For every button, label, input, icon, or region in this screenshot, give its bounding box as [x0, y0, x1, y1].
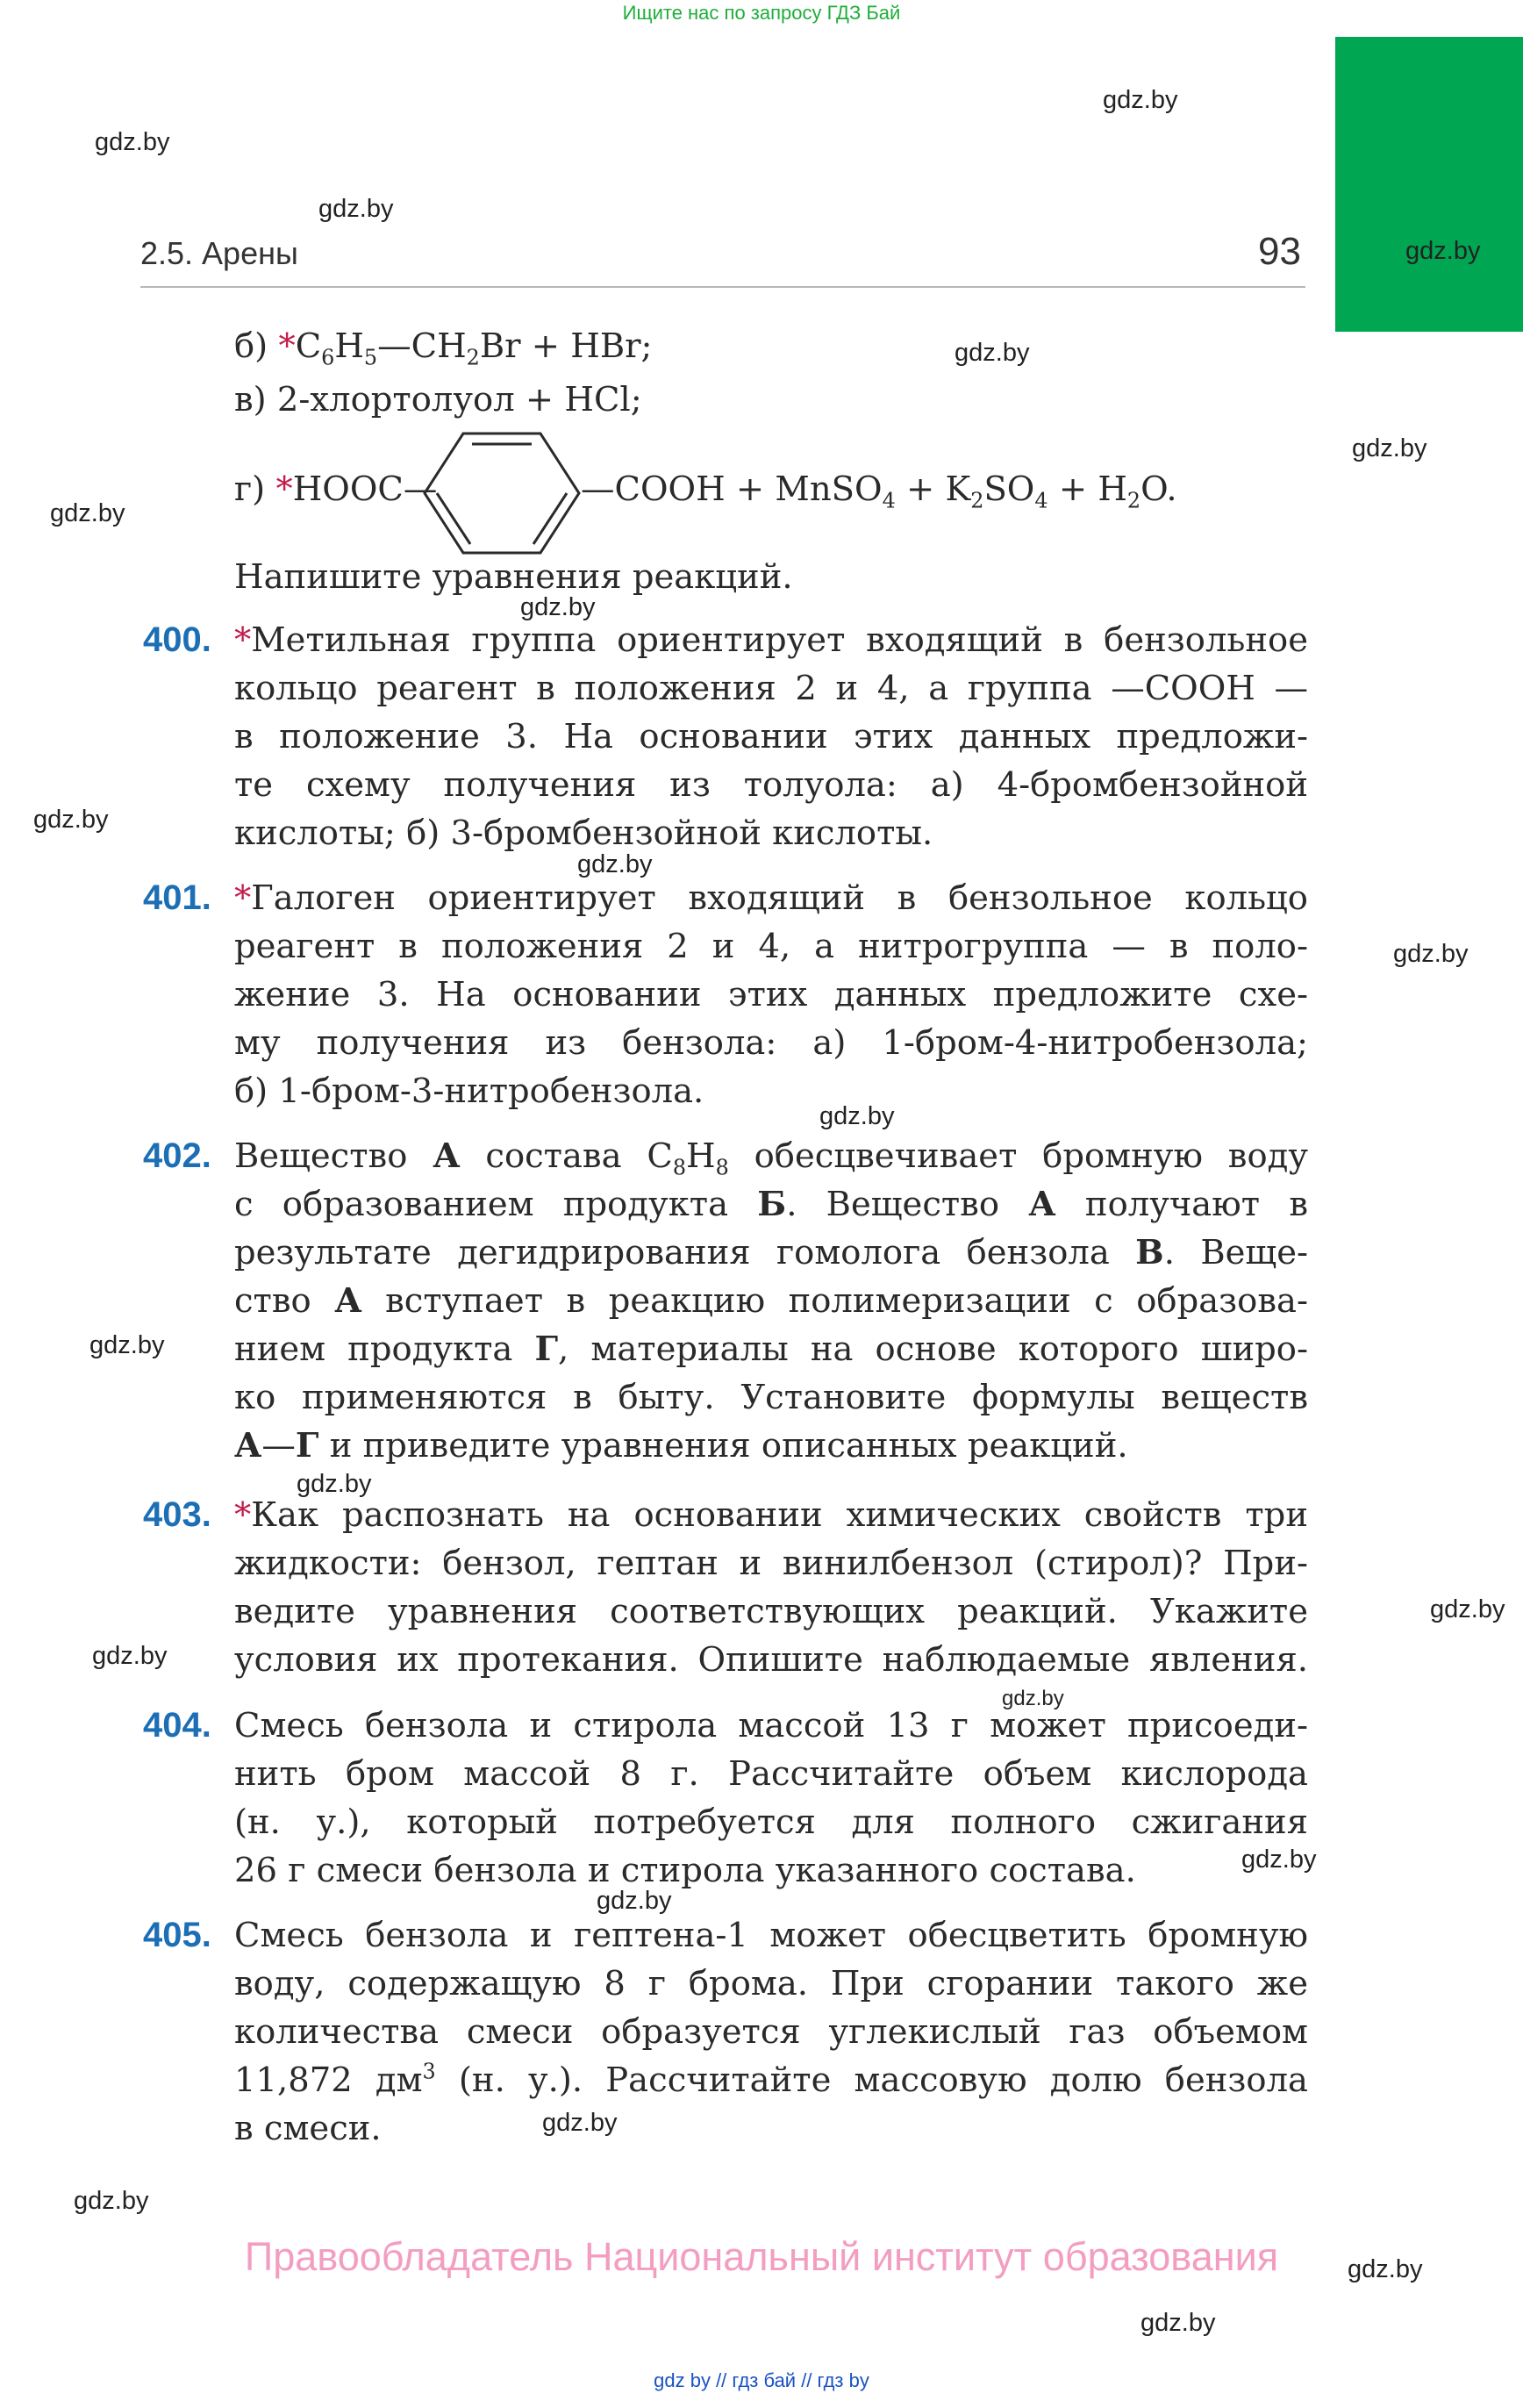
- problem-402-line: нием продукта Г, материалы на основе которого широ-: [234, 1329, 1308, 1369]
- problem-401-line: *Галоген ориентирует входящий в бензольное кольцо: [234, 878, 1308, 918]
- problem-number: 405.: [143, 1916, 211, 1954]
- problem-402-line: Вещество А состава $C_8H_8$ обесцвечивает бромную воду: [234, 1136, 1308, 1180]
- problem-405-line: 11,872 $дм^3$ (н. у.). Рассчитайте массовую долю бензола: [234, 2059, 1308, 2100]
- problem-400-line: *Метильная группа ориентирует входящий в бензольное: [234, 620, 1308, 660]
- problem-number: 402.: [143, 1136, 211, 1175]
- watermark: gdz.by: [577, 850, 653, 878]
- problem-402-line: с образованием продукта Б. Вещество А получают в: [234, 1185, 1308, 1224]
- problem-400-line: кислоты; б) 3-бромбензойной кислоты.: [234, 813, 933, 853]
- watermark: gdz.by: [297, 1470, 372, 1498]
- problem-401-line: жение 3. На основании этих данных предложите схе-: [234, 975, 1308, 1014]
- problem-402-line: результате дегидрирования гомолога бензола В. Веще-: [234, 1233, 1308, 1272]
- problem-403-line: ведите уравнения соответствующих реакций. Укажите: [234, 1592, 1308, 1631]
- problem-405-line: в смеси.: [234, 2109, 382, 2148]
- problem-402-line: А—Г и приведите уравнения описанных реакций.: [234, 1426, 1128, 1466]
- problem-400-line: в положение 3. На основании этих данных предложи-: [234, 717, 1308, 756]
- problem-403-line: условия их протекания. Опишите наблюдаемые явления.: [234, 1640, 1308, 1680]
- header-rule: [140, 286, 1305, 288]
- instruction-text: Напишите уравнения реакций.: [234, 557, 793, 597]
- watermark: gdz.by: [1140, 2309, 1216, 2337]
- problem-404-line: (н. у.), который потребуется для полного сжигания: [234, 1802, 1308, 1842]
- problem-401-line: му получения из бензола: а) 1-бром-4-нитробензола;: [234, 1023, 1308, 1063]
- top-banner: Ищите нас по запросу ГДЗ Бай: [622, 2, 901, 24]
- problem-400-line: те схему получения из толуола: а) 4-бромбензойной: [234, 765, 1308, 805]
- footer-links[interactable]: gdz by // гдз бай // гдз by: [654, 2369, 869, 2391]
- watermark: gdz.by: [1405, 237, 1481, 265]
- problem-402-line: ство А вступает в реакцию полимеризации с образова-: [234, 1281, 1308, 1321]
- watermark: gdz.by: [597, 1887, 672, 1915]
- problem-number: 404.: [143, 1706, 211, 1745]
- green-page-tab: [1335, 37, 1523, 332]
- problem-405-line: воду, содержащую 8 г брома. При сгорании такого же: [234, 1964, 1308, 2003]
- reaction-g-right: —COOH + MnSO$_4$ + $K_2SO_4 + H_2O$.: [581, 469, 1177, 513]
- problem-405-line: Смесь бензола и гептена-1 может обесцветить бромную: [234, 1916, 1308, 1955]
- reaction-b: б) $*C_6H_5—CH_2Br$ + HBr;: [234, 326, 653, 370]
- section-title: 2.5. Арены: [140, 235, 298, 271]
- watermark: gdz.by: [542, 2109, 618, 2137]
- problem-403-line: *Как распознать на основании химических свойств три: [234, 1495, 1308, 1535]
- problem-401-line: реагент в положения 2 и 4, а нитрогруппа — в поло-: [234, 927, 1308, 966]
- reaction-g-left: г) *HOOC—: [234, 469, 438, 509]
- watermark: gdz.by: [819, 1102, 895, 1130]
- watermark: gdz.by: [1430, 1595, 1505, 1623]
- watermark: gdz.by: [33, 806, 109, 834]
- problem-404-line: нить бром массой 8 г. Рассчитайте объем кислорода: [234, 1754, 1308, 1794]
- watermark: gdz.by: [92, 1642, 168, 1670]
- problem-number: 403.: [143, 1495, 211, 1534]
- problem-number: 401.: [143, 878, 211, 917]
- watermark: gdz.by: [50, 499, 125, 527]
- page-number: 93: [1258, 230, 1301, 273]
- problem-401-line: б) 1-бром-3-нитробензола.: [234, 1071, 704, 1111]
- watermark: gdz.by: [89, 1331, 165, 1359]
- watermark: gdz.by: [1103, 86, 1178, 114]
- watermark: gdz.by: [1002, 1687, 1064, 1710]
- problem-404-line: Смесь бензола и стирола массой 13 г может присоеди-: [234, 1706, 1308, 1745]
- reaction-v: в) 2-хлортолуол + HCl;: [234, 380, 642, 419]
- problem-405-line: количества смеси образуется углекислый газ объемом: [234, 2012, 1308, 2052]
- watermark: gdz.by: [318, 195, 394, 223]
- problem-400-line: кольцо реагент в положения 2 и 4, а группа —COOH —: [234, 669, 1308, 708]
- benzene-ring-icon: [414, 428, 590, 558]
- problem-402-line: ко применяются в быту. Установите формулы веществ: [234, 1378, 1308, 1417]
- problem-404-line: 26 г смеси бензола и стирола указанного состава.: [234, 1851, 1136, 1890]
- watermark: gdz.by: [955, 339, 1030, 367]
- problem-403-line: жидкости: бензол, гептан и винилбензол (стирол)? При-: [234, 1544, 1308, 1583]
- watermark: gdz.by: [1393, 940, 1469, 968]
- problem-number: 400.: [143, 620, 211, 659]
- watermark: gdz.by: [1241, 1845, 1317, 1874]
- watermark: gdz.by: [520, 593, 596, 621]
- copyright-notice: Правообладатель Национальный институт образования: [244, 2234, 1279, 2279]
- watermark: gdz.by: [74, 2187, 149, 2215]
- watermark: gdz.by: [1352, 434, 1427, 462]
- watermark: gdz.by: [1348, 2255, 1423, 2283]
- watermark: gdz.by: [95, 128, 170, 156]
